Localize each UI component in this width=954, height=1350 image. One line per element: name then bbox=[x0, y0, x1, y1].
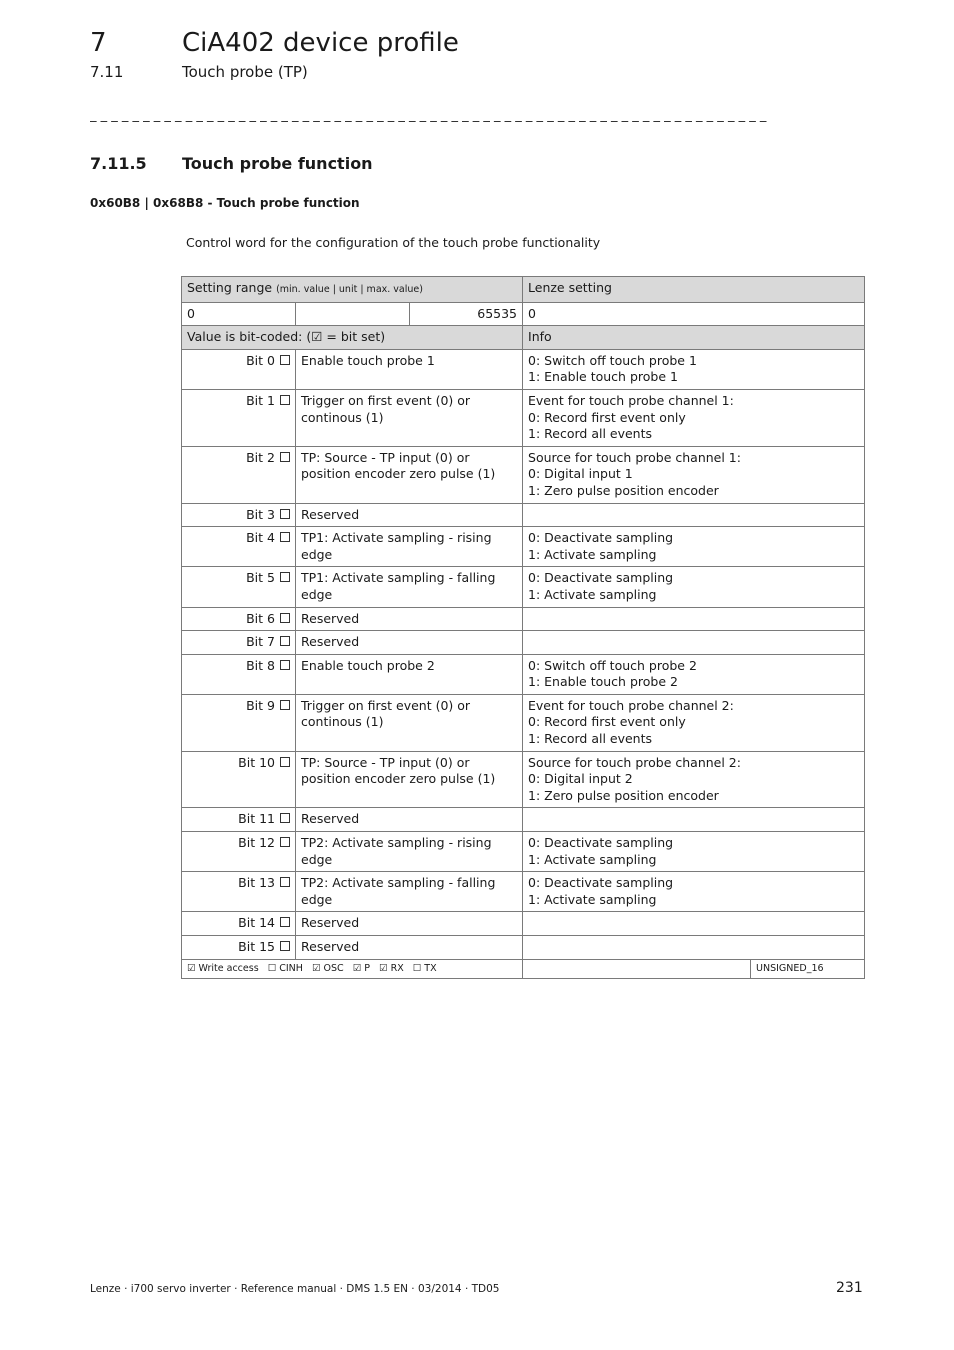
data-type: UNSIGNED_16 bbox=[751, 959, 865, 978]
bit-number: Bit 14 bbox=[238, 915, 275, 931]
bit-info-line: 1: Record all events bbox=[528, 731, 653, 747]
bit-label bbox=[182, 872, 296, 912]
checkbox-icon bbox=[280, 395, 290, 405]
bit-name: Reserved bbox=[296, 936, 523, 960]
page-number: 231 bbox=[836, 1280, 863, 1296]
bit-info-line: 1: Activate sampling bbox=[528, 586, 657, 602]
bit-info-line: 0: Digital input 1 bbox=[528, 466, 633, 482]
bit-label bbox=[182, 832, 296, 872]
bit-info bbox=[523, 631, 865, 655]
bit-name: TP1: Activate sampling - falling edge bbox=[296, 567, 523, 607]
bit-info bbox=[523, 912, 865, 936]
bit-info-line: 0: Deactivate sampling bbox=[528, 530, 674, 546]
lenze-setting-header: Lenze setting bbox=[523, 277, 865, 303]
bit-info bbox=[523, 349, 865, 389]
bit-info bbox=[523, 808, 865, 832]
table-row bbox=[182, 503, 865, 527]
table-row bbox=[182, 872, 865, 912]
section-number: 7.11 bbox=[90, 63, 124, 81]
bit-number: Bit 10 bbox=[238, 754, 275, 770]
bit-name: Trigger on first event (0) or continous (1) bbox=[296, 694, 523, 751]
bit-label bbox=[182, 751, 296, 808]
object-description: Control word for the configuration of the touch probe functionality bbox=[186, 235, 601, 250]
bit-label bbox=[182, 936, 296, 960]
table-row bbox=[182, 808, 865, 832]
bit-number: Bit 0 bbox=[246, 352, 275, 368]
checkbox-icon bbox=[280, 636, 290, 646]
table-row bbox=[182, 631, 865, 655]
table-row bbox=[182, 936, 865, 960]
bit-name: Reserved bbox=[296, 912, 523, 936]
bit-info-line: 1: Enable touch probe 1 bbox=[528, 369, 678, 385]
section-title: Touch probe (TP) bbox=[182, 63, 308, 81]
bit-info bbox=[523, 751, 865, 808]
bit-number: Bit 11 bbox=[238, 811, 275, 827]
bit-label bbox=[182, 607, 296, 631]
table-row bbox=[182, 567, 865, 607]
checkbox-icon bbox=[280, 355, 290, 365]
bit-info-line: 0: Switch off touch probe 2 bbox=[528, 657, 697, 673]
checkbox-icon bbox=[280, 917, 290, 927]
table-row bbox=[182, 527, 865, 567]
bit-info-line: Source for touch probe channel 2: bbox=[528, 754, 741, 770]
bit-info-line: 0: Deactivate sampling bbox=[528, 875, 674, 891]
bit-info-line: 0: Digital input 2 bbox=[528, 771, 633, 787]
bit-info bbox=[523, 446, 865, 503]
table-row bbox=[182, 349, 865, 389]
bit-info-line: Source for touch probe channel 1: bbox=[528, 449, 741, 465]
bit-number: Bit 2 bbox=[246, 449, 275, 465]
bit-name: Trigger on first event (0) or continous (1) bbox=[296, 389, 523, 446]
bit-name: Enable touch probe 2 bbox=[296, 654, 523, 694]
bit-name: Reserved bbox=[296, 808, 523, 832]
access-flags: ☑ Write access ☐ CINH ☑ OSC ☑ P ☑ RX ☐ TX bbox=[182, 959, 523, 978]
bit-info-line: 1: Record all events bbox=[528, 426, 653, 442]
bit-number: Bit 1 bbox=[246, 392, 275, 408]
table-row bbox=[182, 607, 865, 631]
checkbox-icon bbox=[280, 813, 290, 823]
bit-number: Bit 9 bbox=[246, 697, 275, 713]
bit-name: Enable touch probe 1 bbox=[296, 349, 523, 389]
checkbox-icon bbox=[280, 572, 290, 582]
chapter-number: 7 bbox=[90, 28, 107, 58]
table-row bbox=[182, 654, 865, 694]
bit-label bbox=[182, 694, 296, 751]
checkbox-icon bbox=[280, 700, 290, 710]
bit-name: TP1: Activate sampling - rising edge bbox=[296, 527, 523, 567]
table-row bbox=[182, 832, 865, 872]
bit-info bbox=[523, 607, 865, 631]
bit-number: Bit 8 bbox=[246, 657, 275, 673]
bit-name: Reserved bbox=[296, 607, 523, 631]
bit-label bbox=[182, 808, 296, 832]
bit-info bbox=[523, 872, 865, 912]
bit-number: Bit 15 bbox=[238, 939, 275, 954]
bit-info-line: 1: Zero pulse position encoder bbox=[528, 787, 719, 803]
bit-name: Reserved bbox=[296, 503, 523, 527]
setting-values-row bbox=[182, 302, 865, 326]
bit-name: TP2: Activate sampling - falling edge bbox=[296, 872, 523, 912]
bit-info-line: 0: Record first event only bbox=[528, 409, 686, 425]
bit-label bbox=[182, 567, 296, 607]
bit-label bbox=[182, 446, 296, 503]
bitcoded-label: Value is bit-coded: (☑ = bit set) bbox=[182, 326, 523, 350]
bit-info-line: 0: Deactivate sampling bbox=[528, 835, 674, 851]
subsection-title: Touch probe function bbox=[182, 154, 373, 173]
unit-value bbox=[296, 302, 410, 326]
table-row bbox=[182, 751, 865, 808]
setting-range-header: Setting range (min. value | unit | max. value) bbox=[182, 277, 523, 303]
bit-number: Bit 4 bbox=[246, 530, 275, 546]
min-value: 0 bbox=[182, 302, 296, 326]
footer-empty-cell bbox=[523, 959, 751, 978]
checkbox-icon bbox=[280, 613, 290, 623]
bit-info bbox=[523, 567, 865, 607]
bit-label bbox=[182, 912, 296, 936]
bit-number: Bit 13 bbox=[238, 875, 275, 891]
checkbox-icon bbox=[280, 837, 290, 847]
checkbox-icon bbox=[280, 452, 290, 462]
table-header-row bbox=[182, 277, 865, 303]
bit-info-line: 1: Activate sampling bbox=[528, 851, 657, 867]
bit-info-line: 0: Switch off touch probe 1 bbox=[528, 352, 697, 368]
table-row bbox=[182, 694, 865, 751]
bit-info bbox=[523, 503, 865, 527]
bit-number: Bit 5 bbox=[246, 570, 275, 586]
bit-name: TP: Source - TP input (0) or position encoder zero pulse (1) bbox=[296, 751, 523, 808]
chapter-title: CiA402 device profile bbox=[182, 28, 459, 58]
bit-info-line: 1: Activate sampling bbox=[528, 546, 657, 562]
bit-info bbox=[523, 527, 865, 567]
bit-name: Reserved bbox=[296, 631, 523, 655]
checkbox-icon bbox=[280, 877, 290, 887]
checkbox-icon bbox=[280, 532, 290, 542]
bit-label bbox=[182, 389, 296, 446]
bit-info-line: 0: Deactivate sampling bbox=[528, 570, 674, 586]
table-row bbox=[182, 912, 865, 936]
table-row bbox=[182, 446, 865, 503]
bit-label bbox=[182, 654, 296, 694]
subsection-number: 7.11.5 bbox=[90, 154, 147, 173]
bit-info bbox=[523, 936, 865, 960]
checkbox-icon bbox=[280, 660, 290, 670]
bit-number: Bit 3 bbox=[246, 506, 275, 522]
bit-info bbox=[523, 694, 865, 751]
bit-label bbox=[182, 527, 296, 567]
header-separator: _ _ _ _ _ _ _ _ _ _ _ _ _ _ _ _ _ _ _ _ _ _ _ _ _ _ _ _ _ _ _ _ _ _ _ _ _ _ _ _ _ _ _ _ _ _ _ _ _ _ _ _ _ _ _ _ _ _ _ _ _ _ _ _ bbox=[90, 108, 767, 123]
lenze-value: 0 bbox=[523, 302, 865, 326]
bit-name: TP: Source - TP input (0) or position encoder zero pulse (1) bbox=[296, 446, 523, 503]
object-title: 0x60B8 | 0x68B8 - Touch probe function bbox=[90, 196, 360, 210]
bit-number: Bit 7 bbox=[246, 634, 275, 650]
bit-label bbox=[182, 349, 296, 389]
bit-info bbox=[523, 389, 865, 446]
bitcoded-header-row bbox=[182, 326, 865, 350]
bit-label bbox=[182, 503, 296, 527]
bit-info-line: 1: Zero pulse position encoder bbox=[528, 482, 719, 498]
parameter-table bbox=[181, 276, 865, 979]
bit-info-line: Event for touch probe channel 2: bbox=[528, 697, 734, 713]
bit-info bbox=[523, 654, 865, 694]
bit-name: TP2: Activate sampling - rising edge bbox=[296, 832, 523, 872]
checkbox-icon bbox=[280, 941, 290, 951]
bit-label bbox=[182, 631, 296, 655]
bit-info bbox=[523, 832, 865, 872]
bit-info-line: 1: Enable touch probe 2 bbox=[528, 674, 678, 690]
table-footer-row bbox=[182, 959, 865, 978]
bit-number: Bit 6 bbox=[246, 610, 275, 626]
checkbox-icon bbox=[280, 757, 290, 767]
bit-info-line: 1: Activate sampling bbox=[528, 891, 657, 907]
max-value: 65535 bbox=[410, 302, 523, 326]
bit-info-line: Event for touch probe channel 1: bbox=[528, 392, 734, 408]
info-header: Info bbox=[523, 326, 865, 350]
checkbox-icon bbox=[280, 509, 290, 519]
footer-doc-info: Lenze · i700 servo inverter · Reference manual · DMS 1.5 EN · 03/2014 · TD05 bbox=[90, 1283, 500, 1295]
bit-info-line: 0: Record first event only bbox=[528, 714, 686, 730]
table-row bbox=[182, 389, 865, 446]
bit-number: Bit 12 bbox=[238, 835, 275, 851]
